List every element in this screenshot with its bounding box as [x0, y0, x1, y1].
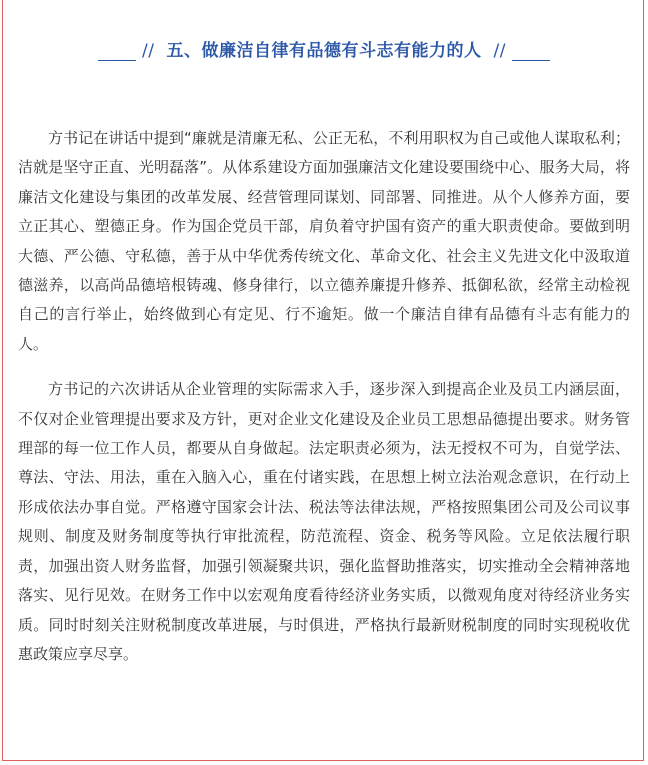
paragraph-integrity: 方书记在讲话中提到“廉就是清廉无私、公正无私，不利用职权为自己或他人谋取私利；洁就是坚守正直、光明磊落”。从体系建设方面加强廉洁文化建设要围绕中心、服务大局，将廉洁文化建设与集团的改革发展、经营管理同谋划、同部署、同推进。从个人修养方面，要立正其心、塑德正身。作为国企党员干部，肩负着守护国有资产的重大职责使命。要做到明大德、严公德、守私德，善于从中华优秀传统文化、革命文化、社会主义先进文化中汲取道德滋养，以高尚品德培根铸魂、修身律行，以立德养廉提升修养、抵御私欲，经常主动检视自己的言行举止，始终做到心有定见、行不逾矩。做一个廉洁自律有品德有斗志有能力的人。 [18, 129, 630, 353]
heading-left-rule [98, 46, 136, 61]
section-heading [0, 36, 648, 61]
heading-left-slashes: // [142, 41, 155, 61]
article-body [18, 124, 630, 685]
heading-right-slashes: // [493, 41, 506, 61]
paragraph-finance-department: 方书记的六次讲话从企业管理的实际需求入手，逐步深入到提高企业及员工内涵层面，不仅对企业管理提出要求及方针，更对企业文化建设及企业员工思想品德提出要求。财务管理部的每一位工作人员，都要从自身做起。法定职责必须为，法无授权不可为，自觉学法、尊法、守法、用法，重在入脑入心，重在付诸实践，在思想上树立法治观念意识，在行动上形成依法办事自觉。严格遵守国家会计法、税法等法律法规，严格按照集团公司及公司议事规则、制度及财务制度等执行审批流程，防范流程、资金、税务等风险。立足依法履行职责，加强出资人财务监督，加强引领凝聚共识，强化监督助推落实，切实推动全会精神落地落实、见行见效。在财务工作中以宏观角度看待经济业务实质，以微观角度对待经济业务实质。同时时刻关注财税制度改革进展，与时俱进，严格执行最新财税制度的同时实现税收优惠政策应享尽享。 [18, 380, 630, 663]
section-title: 五、做廉洁自律有品德有斗志有能力的人 [166, 41, 482, 61]
heading-right-rule [512, 46, 550, 61]
